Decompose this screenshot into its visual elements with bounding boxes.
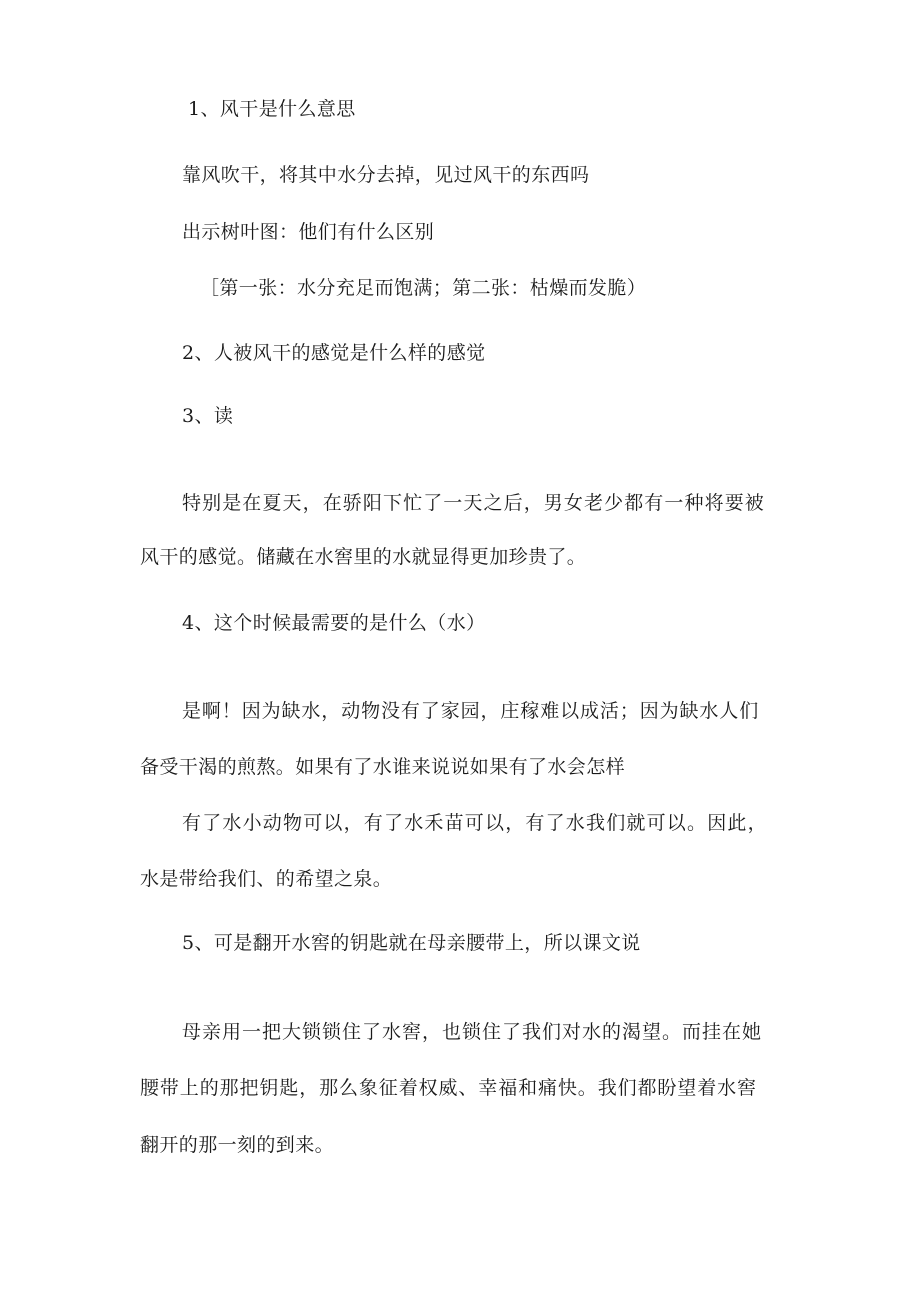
paragraph-line: 腰带上的那把钥匙，那么象征着权威、幸福和痛快。我们都盼望着水窖 xyxy=(140,1077,757,1099)
question-1-heading: 1、风干是什么意思 xyxy=(188,98,356,120)
question-4-heading: 4、这个时候最需要的是什么（水） xyxy=(182,612,486,634)
paragraph-line: 靠风吹干，将其中水分去掉，见过风干的东西吗 xyxy=(182,164,590,186)
paragraph-line: 风干的感觉。储藏在水窖里的水就显得更加珍贵了。 xyxy=(140,546,587,568)
paragraph-line: ［第一张：水分充足而饱满；第二张：枯燥而发脆） xyxy=(200,277,647,299)
paragraph-line: 翻开的那一刻的到来。 xyxy=(140,1134,335,1156)
paragraph-line: 是啊！因为缺水，动物没有了家园，庄稼难以成活；因为缺水人们 xyxy=(182,700,760,722)
paragraph-line: 水是带给我们、的希望之泉。 xyxy=(140,868,393,890)
question-3-heading: 3、读 xyxy=(182,405,234,427)
question-2-heading: 2、人被风干的感觉是什么样的感觉 xyxy=(182,342,486,364)
paragraph-line: 母亲用一把大锁锁住了水窖，也锁住了我们对水的渴望。而挂在她 xyxy=(182,1021,763,1043)
paragraph-line: 特别是在夏天，在骄阳下忙了一天之后，男女老少都有一种将要被 xyxy=(182,492,765,514)
paragraph-line: 备受干渴的煎熬。如果有了水谁来说说如果有了水会怎样 xyxy=(140,756,626,778)
paragraph-line: 出示树叶图：他们有什么区别 xyxy=(182,221,435,243)
paragraph-line: 有了水小动物可以，有了水禾苗可以，有了水我们就可以。因此， xyxy=(182,812,768,834)
question-5-heading: 5、可是翻开水窖的钥匙就在母亲腰带上，所以课文说 xyxy=(182,932,641,954)
